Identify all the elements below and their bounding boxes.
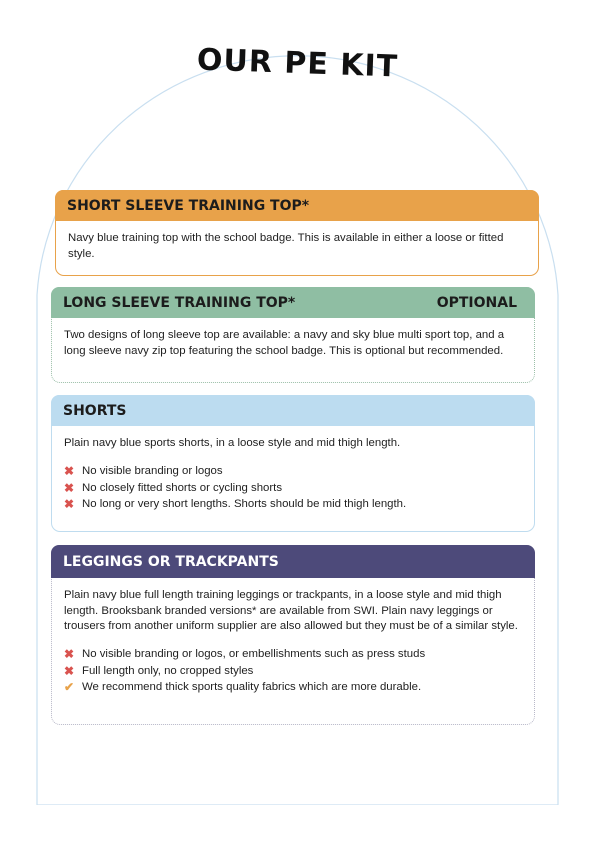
- list-item: [64, 680, 522, 697]
- list-item-text: No visible branding or logos: [82, 465, 223, 478]
- list-item: [64, 464, 522, 481]
- long-sleeve-header: [51, 287, 535, 318]
- cross-icon: ✖: [64, 647, 75, 662]
- cross-icon: ✖: [64, 464, 75, 479]
- long-sleeve-card: [51, 287, 535, 383]
- list-item-text: No visible branding or logos, or embellishments such as press studs: [82, 648, 426, 661]
- leggings-body: Plain navy blue full length training leggings or trackpants, in a loose style and mid thigh length. Brooksbank branded versions* are available from SWI. Plain navy leggings or trousers from another uniform supplier are also allowed but they must be of a similar style.: [64, 589, 518, 633]
- leggings-card: [51, 545, 535, 725]
- list-item-text: No long or very short lengths. Shorts should be mid thigh length.: [82, 498, 407, 511]
- list-item: [64, 497, 522, 514]
- short-sleeve-title: SHORT SLEEVE TRAINING TOP*: [67, 197, 310, 214]
- leggings-header: [51, 545, 535, 578]
- short-sleeve-card: [55, 190, 539, 276]
- tick-icon: ✔: [64, 680, 75, 695]
- leggings-title: LEGGINGS OR TRACKPANTS: [63, 553, 279, 570]
- list-item-text: No closely fitted shorts or cycling shorts: [82, 481, 283, 494]
- list-item: [64, 480, 522, 497]
- leggings-rules-list: [64, 647, 522, 697]
- long-sleeve-title: LONG SLEEVE TRAINING TOP*: [63, 294, 296, 311]
- page-title: OUR PE KIT: [196, 42, 399, 85]
- shorts-card: [51, 395, 535, 532]
- long-sleeve-body: Two designs of long sleeve top are available: a navy and sky blue multi sport top, and a long sleeve navy zip top featuring the school badge. This is optional but recommended.: [64, 329, 505, 357]
- cross-icon: ✖: [64, 663, 75, 678]
- list-item: [64, 647, 522, 664]
- optional-tag: OPTIONAL: [436, 294, 517, 311]
- cross-icon: ✖: [64, 480, 75, 495]
- short-sleeve-header: [55, 190, 539, 221]
- shorts-title: SHORTS: [63, 402, 127, 419]
- shorts-rules-list: [64, 464, 522, 514]
- list-item-text: We recommend thick sports quality fabrics which are more durable.: [82, 681, 422, 694]
- short-sleeve-body: Navy blue training top with the school badge. This is available in either a loose or fitted style.: [68, 232, 504, 260]
- shorts-header: [51, 395, 535, 426]
- list-item: [64, 663, 522, 680]
- shorts-body: Plain navy blue sports shorts, in a loose style and mid thigh length.: [64, 437, 401, 449]
- list-item-text: Full length only, no cropped styles: [82, 664, 254, 677]
- cross-icon: ✖: [64, 497, 75, 512]
